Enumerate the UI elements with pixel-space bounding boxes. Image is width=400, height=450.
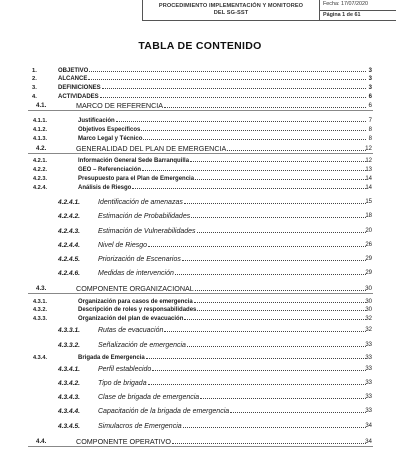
toc-entry-text	[76, 437, 366, 446]
toc-entry-number: 4.2.	[36, 145, 47, 152]
toc-entry-number: 4.3.3.1.	[58, 327, 80, 334]
toc-entry-number: 4.3.4.5.	[58, 423, 80, 430]
toc-entry[interactable]	[0, 241, 400, 250]
toc-entry-page: 8	[368, 136, 372, 142]
toc-entry-label: Información General Sede Barranquilla	[78, 158, 190, 164]
toc-leader-dots	[164, 331, 366, 332]
toc-entry-number: 4.2.4.6.	[58, 270, 80, 277]
toc-entry-number: 4.1.2.	[33, 127, 47, 133]
toc-entry-page: 14	[365, 185, 372, 191]
toc-entry-text	[98, 255, 366, 264]
toc-entry-number: 4.3.	[36, 285, 47, 292]
toc-entry[interactable]	[0, 379, 400, 388]
toc-entry-label: Organización del plan de evacuación	[78, 316, 184, 322]
toc-leader-dots	[200, 398, 366, 399]
toc-entry-label: Señalización de emergencia	[98, 342, 186, 349]
toc-entry-page: 20	[365, 228, 372, 234]
toc-entry-text	[58, 84, 366, 93]
toc-entry-text	[78, 306, 366, 315]
toc-leader-dots	[100, 97, 366, 98]
header-page-number: Página 1 de 61	[323, 11, 361, 18]
toc-entry[interactable]	[0, 407, 400, 416]
toc-entry[interactable]	[0, 101, 400, 110]
toc-entry-page: 26	[365, 242, 372, 248]
toc-entry-page: 32	[365, 327, 372, 333]
toc-leader-dots	[132, 188, 366, 189]
toc-entry[interactable]	[0, 365, 400, 374]
toc-entry-label: Marco Legal y Técnico	[78, 136, 143, 142]
toc-entry-page: 14	[365, 176, 372, 182]
toc-leader-dots	[89, 71, 366, 72]
toc-entry-label: Rutas de evacuación	[98, 327, 164, 334]
toc-entry-number: 3.	[32, 85, 37, 91]
toc-entry[interactable]	[0, 126, 400, 135]
toc-entry-number: 4.2.4.2.	[58, 213, 80, 220]
toc-entry-number: 4.2.2.	[33, 167, 47, 173]
toc-entry-number: 4.1.3.	[33, 136, 47, 142]
toc-entry-text	[98, 341, 366, 350]
toc-entry-page: 33	[365, 366, 372, 372]
toc-entry-page: 33	[365, 342, 372, 348]
toc-entry-label: ACTIVIDADES	[58, 94, 99, 100]
toc-leader-dots	[141, 130, 366, 131]
toc-leader-dots	[152, 370, 366, 371]
toc-entry-text	[78, 135, 366, 144]
toc-entry-label: COMPONENTE OPERATIVO	[76, 437, 171, 446]
toc-entry-text	[98, 365, 366, 374]
toc-entry[interactable]	[0, 354, 400, 363]
toc-entry-page: 18	[365, 213, 372, 219]
toc-entry-text	[76, 101, 366, 110]
toc-leader-dots	[183, 427, 366, 428]
toc-entry[interactable]	[0, 227, 400, 236]
toc-entry-number: 4.3.3.2.	[58, 342, 80, 349]
toc-entry-number: 4.2.1.	[33, 158, 47, 164]
header-title-line2: DEL SG-SST	[213, 10, 249, 16]
toc-entry-number: 4.3.3.	[33, 316, 47, 322]
toc-entry-page: 3	[368, 85, 372, 91]
toc-entry-label: GENERALIDAD DEL PLAN DE EMERGENCIA	[76, 144, 227, 153]
toc-leader-dots	[194, 302, 366, 303]
toc-entry-label: Clase de brigada de emergencia	[98, 394, 200, 401]
toc-entry-page: 33	[365, 394, 372, 400]
toc-entry-page: 29	[365, 256, 372, 262]
toc-entry-number: 1.	[32, 68, 37, 74]
toc-leader-dots	[190, 161, 366, 162]
toc-entry-label: ALCANCE	[58, 76, 88, 82]
toc-entry-label: Identificación de amenazas	[98, 199, 183, 206]
toc-entry-number: 4.2.4.4.	[58, 242, 80, 249]
toc-entry-label: Organización para casos de emergencia	[78, 299, 193, 305]
toc-entry[interactable]	[0, 184, 400, 193]
toc-entry-label: Objetivos Específicos	[78, 127, 141, 133]
toc-entry[interactable]	[0, 175, 400, 184]
toc-entry-label: Medidas de intervención	[98, 270, 174, 277]
toc-entry-page: 32	[365, 316, 372, 322]
toc-entry-label: DEFINICIONES	[58, 85, 101, 91]
toc-entry-label: Descripción de roles y responsabilidades	[78, 307, 197, 313]
toc-entry-page: 30	[365, 299, 372, 305]
toc-entry[interactable]	[0, 393, 400, 402]
toc-entry-page: 34	[365, 423, 372, 429]
toc-leader-dots	[148, 384, 366, 385]
toc-leader-dots	[187, 346, 366, 347]
toc-entry-number: 4.2.4.5.	[58, 256, 80, 263]
toc-entry-page: 13	[365, 167, 372, 173]
toc-entry-number: 2.	[32, 76, 37, 82]
toc-entry-page: 33	[365, 380, 372, 386]
header-title-line1: PROCEDIMIENTO IMPLEMENTACIÓN Y MONITOREO	[158, 3, 304, 9]
toc-entry-text	[98, 198, 366, 207]
toc-entry-label: Simulacros de Emergencia	[98, 423, 182, 430]
toc-leader-dots	[148, 246, 366, 247]
toc-entry[interactable]	[0, 144, 400, 153]
toc-entry-label: Nivel de Riesgo	[98, 242, 148, 249]
toc-entry-label: OBJETIVO	[58, 68, 89, 74]
toc-entry-page: 12	[365, 145, 372, 152]
toc-entry-page: 3	[368, 76, 372, 82]
section-divider	[28, 153, 373, 154]
toc-leader-dots	[191, 217, 366, 218]
toc-entry-number: 4.3.4.3.	[58, 394, 80, 401]
toc-entry-label: MARCO DE REFERENCIA	[76, 101, 164, 110]
toc-entry-label: Estimación de Vulnerabilidades	[98, 228, 196, 235]
toc-entry[interactable]	[0, 422, 400, 431]
toc-entry-page: 15	[365, 199, 372, 205]
toc-entry-label: Análisis de Riesgo	[78, 185, 132, 191]
toc-entry-text	[78, 175, 366, 184]
toc-entry[interactable]	[0, 84, 400, 93]
toc-leader-dots	[184, 319, 366, 320]
toc-entry-number: 4.3.4.4.	[58, 408, 80, 415]
toc-entry-text	[98, 212, 366, 221]
toc-leader-dots	[175, 274, 366, 275]
toc-entry-number: 4.1.1.	[33, 118, 47, 124]
toc-entry-number: 4.3.1.	[33, 299, 47, 305]
section-divider	[28, 293, 373, 294]
toc-entry-text	[98, 422, 366, 431]
toc-leader-dots	[197, 310, 366, 311]
toc-entry-page: 34	[365, 438, 372, 445]
toc-entry-page: 33	[365, 355, 372, 361]
toc-entry-text	[78, 126, 366, 135]
toc-entry-text	[76, 284, 366, 293]
toc-entry-number: 4.3.4.2.	[58, 380, 80, 387]
toc-entry-text	[98, 269, 366, 278]
toc-entry[interactable]	[0, 135, 400, 144]
toc-leader-dots	[227, 150, 366, 151]
toc-entry[interactable]	[0, 284, 400, 293]
toc-entry-page: 3	[368, 68, 372, 74]
toc-entry-page: 6	[368, 94, 372, 100]
toc-leader-dots	[182, 260, 366, 261]
toc-entry-label: Capacitación de la brigada de emergencia	[98, 408, 230, 415]
toc-leader-dots	[102, 88, 366, 89]
toc-entry-number: 4.2.4.3.	[58, 228, 80, 235]
toc-entry[interactable]	[0, 157, 400, 166]
toc-entry-text	[98, 379, 366, 388]
toc-title: TABLA DE CONTENIDO	[138, 40, 262, 52]
toc-leader-dots	[195, 179, 366, 180]
toc-entry-label: Tipo de brigada	[98, 380, 147, 387]
toc-entry-text	[78, 184, 366, 193]
toc-entry-label: COMPONENTE ORGANIZACIONAL	[76, 284, 194, 293]
toc-entry[interactable]	[0, 306, 400, 315]
toc-entry-label: Perfil establecido	[98, 366, 152, 373]
toc-entry-text	[98, 326, 366, 335]
toc-entry[interactable]	[0, 326, 400, 335]
toc-entry-number: 4.3.4.	[33, 355, 47, 361]
toc-entry-label: Estimación de Probabilidades	[98, 213, 191, 220]
toc-entry-text	[78, 157, 366, 166]
section-divider	[28, 110, 373, 111]
toc-entry-text	[98, 241, 366, 250]
toc-entry-text	[78, 354, 366, 363]
toc-leader-dots	[146, 358, 366, 359]
header-date: Fecha: 17/07/2020	[320, 0, 396, 11]
toc-entry-number: 4.4.	[36, 438, 47, 445]
toc-entry-number: 4.2.3.	[33, 176, 47, 182]
toc-entry-label: Presupuesto para el Plan de Emergencia	[78, 176, 195, 182]
toc-entry-text	[76, 144, 366, 153]
toc-entry-text	[58, 75, 366, 84]
toc-entry-label: Priorización de Escenarios	[98, 256, 181, 263]
toc-leader-dots	[142, 170, 366, 171]
toc-entry-page: 29	[365, 270, 372, 276]
toc-entry[interactable]	[0, 315, 400, 324]
toc-entry-page: 30	[365, 307, 372, 313]
toc-entry-text	[78, 117, 366, 126]
toc-entry-text	[78, 315, 366, 324]
toc-entry-label: Brigada de Emergencia	[78, 355, 145, 361]
toc-leader-dots	[197, 232, 366, 233]
toc-entry-number: 4.3.2.	[33, 307, 47, 313]
toc-leader-dots	[88, 79, 366, 80]
toc-entry-number: 4.3.4.1.	[58, 366, 80, 373]
toc-entry[interactable]	[0, 255, 400, 264]
toc-entry[interactable]	[0, 117, 400, 126]
toc-entry-label: Justificación	[78, 118, 115, 124]
toc-entry-number: 4.	[32, 94, 37, 100]
toc-entry-text	[98, 407, 366, 416]
toc-entry-text	[98, 227, 366, 236]
toc-entry-number: 4.1.	[36, 102, 47, 109]
toc-entry-page: 12	[365, 158, 372, 164]
toc-entry-page: 7	[368, 118, 372, 124]
toc-leader-dots	[184, 203, 366, 204]
toc-leader-dots	[164, 107, 366, 108]
toc-entry[interactable]	[0, 212, 400, 221]
toc-leader-dots	[230, 412, 366, 413]
toc-entry-number: 4.2.4.	[33, 185, 47, 191]
toc-entry-page: 8	[368, 127, 372, 133]
toc-entry-text	[98, 393, 366, 402]
toc-leader-dots	[143, 139, 366, 140]
toc-entry-number: 4.2.4.1.	[58, 199, 80, 206]
toc-entry-text	[78, 166, 366, 175]
toc-entry[interactable]	[0, 198, 400, 207]
toc-entry[interactable]	[0, 437, 400, 446]
toc-entry-page: 33	[365, 408, 372, 414]
toc-entry-label: GEO – Referenciación	[78, 167, 142, 173]
toc-leader-dots	[116, 121, 366, 122]
toc-entry-page: 6	[368, 102, 372, 109]
toc-leader-dots	[172, 443, 366, 444]
toc-entry[interactable]	[0, 341, 400, 350]
toc-entry[interactable]	[0, 166, 400, 175]
toc-entry-page: 30	[365, 285, 372, 292]
toc-entry[interactable]	[0, 75, 400, 84]
toc-leader-dots	[195, 290, 366, 291]
toc-entry[interactable]	[0, 269, 400, 278]
section-divider	[28, 446, 373, 447]
